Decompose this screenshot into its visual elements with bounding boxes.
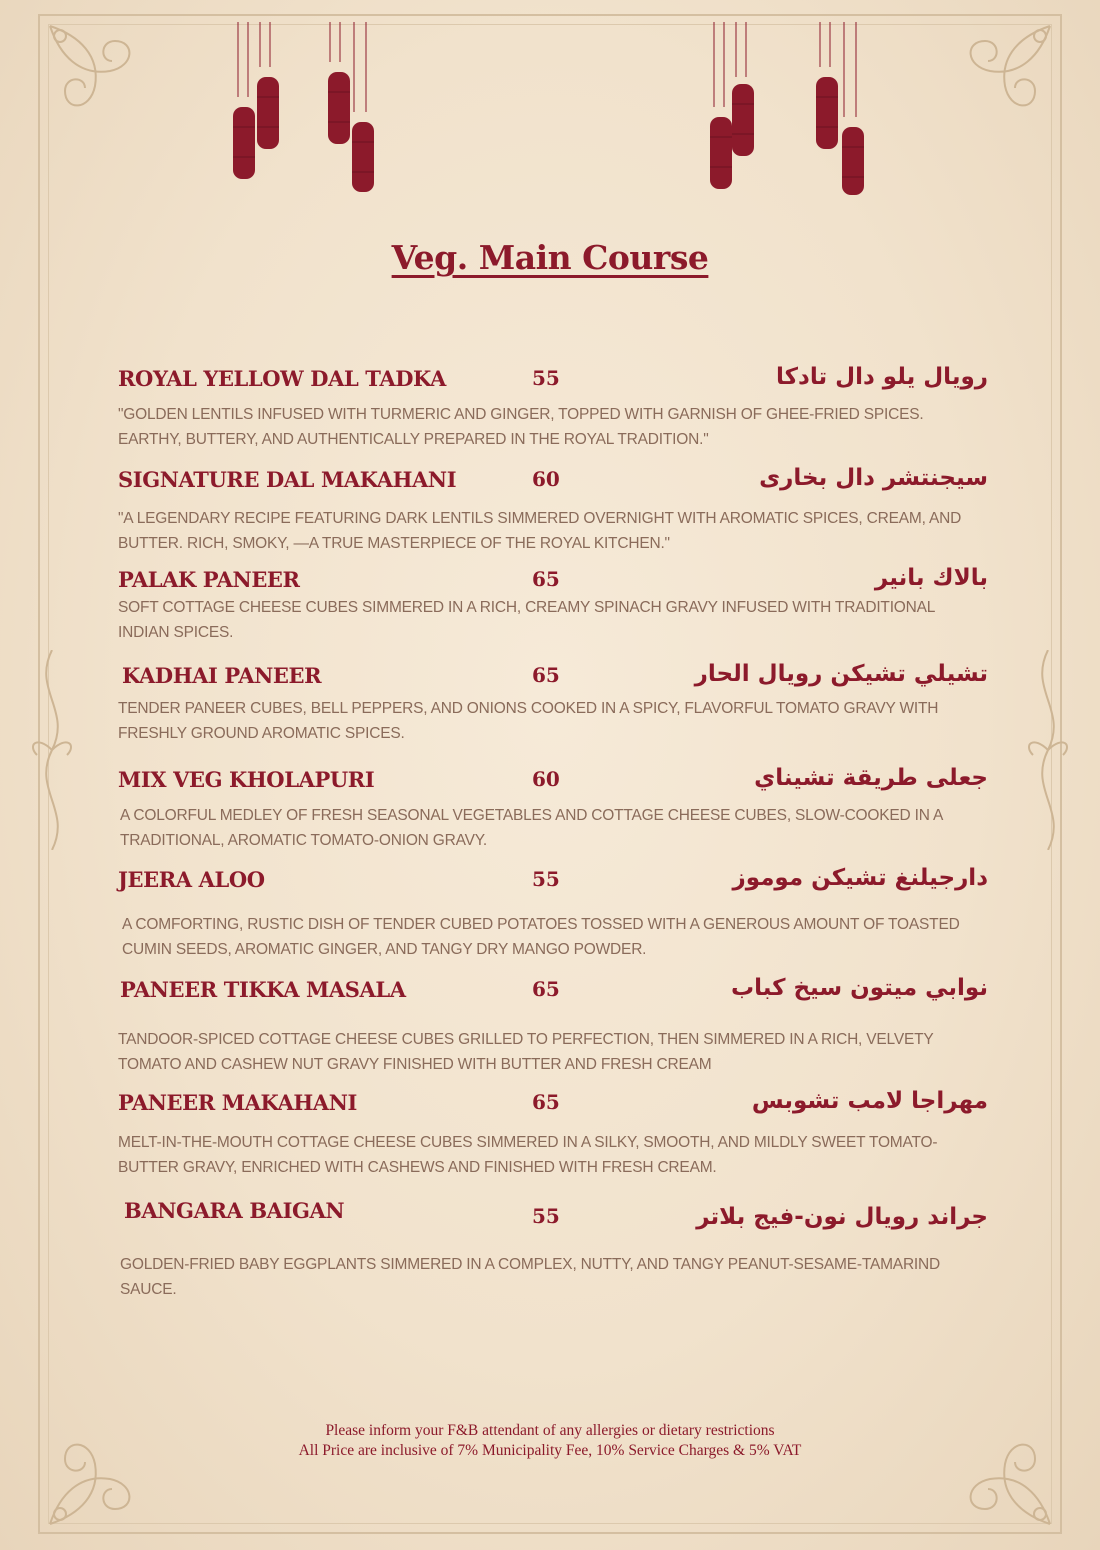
- item-arabic-name: سيجنتشر دال بخارى: [759, 465, 988, 491]
- item-price: 65: [532, 567, 560, 591]
- item-price: 60: [532, 467, 560, 491]
- lantern-group-left: [226, 22, 386, 197]
- item-arabic-name: رويال يلو دال تادكا: [776, 364, 988, 390]
- item-price: 65: [532, 977, 560, 1001]
- item-arabic-name: جراند رويال نون-فيج بلاتر: [696, 1204, 988, 1230]
- item-price: 65: [532, 1090, 560, 1114]
- item-price: 55: [532, 867, 560, 891]
- item-name: SIGNATURE DAL MAKAHANI: [118, 467, 457, 492]
- item-price: 55: [532, 366, 560, 390]
- side-ornament-right: [1018, 650, 1078, 850]
- item-arabic-name: نوابي ميتون سيخ كباب: [730, 975, 988, 1001]
- item-name: ROYAL YELLOW DAL TADKA: [118, 366, 446, 391]
- item-description: MELT-IN-THE-MOUTH COTTAGE CHEESE CUBES SIMMERED IN A SILKY, SMOOTH, AND MILDLY SWEET TOMATO-BUTTER GRAVY, ENRICHED WITH CASHEWS AND FINISHED WITH FRESH CREAM.: [118, 1134, 938, 1176]
- item-description: "A LEGENDARY RECIPE FEATURING DARK LENTILS SIMMERED OVERNIGHT WITH AROMATIC SPICES, CREAM, AND BUTTER. RICH, SMOKY, —A TRUE MASTERPIECE OF THE ROYAL KITCHEN.": [118, 510, 962, 552]
- side-ornament-left: [22, 650, 82, 850]
- lantern-group-right: [702, 22, 872, 197]
- allergy-notice: Please inform your F&B attendant of any allergies or dietary restrictions: [325, 1422, 775, 1439]
- item-description: A COMFORTING, RUSTIC DISH OF TENDER CUBED POTATOES TOSSED WITH A GENEROUS AMOUNT OF TOASTED CUMIN SEEDS, AROMATIC GINGER, AND TANGY DRY MANGO POWDER.: [122, 916, 960, 958]
- item-price: 55: [532, 1204, 560, 1228]
- item-description: "GOLDEN LENTILS INFUSED WITH TURMERIC AND GINGER, TOPPED WITH GARNISH OF GHEE-FRIED SPICES. EARTHY, BUTTERY, AND AUTHENTICALLY PREPARED IN THE ROYAL TRADITION.": [118, 406, 924, 448]
- pricing-notice: All Price are inclusive of 7% Municipality Fee, 10% Service Charges & 5% VAT: [298, 1442, 802, 1459]
- item-name: PANEER TIKKA MASALA: [120, 977, 406, 1002]
- item-arabic-name: جعلى طريقة تشيناي: [754, 765, 988, 791]
- item-name: KADHAI PANEER: [122, 663, 322, 688]
- item-description: TANDOOR-SPICED COTTAGE CHEESE CUBES GRILLED TO PERFECTION, THEN SIMMERED IN A RICH, VELVETY TOMATO AND CASHEW NUT GRAVY FINISHED WITH BUTTER AND FRESH CREAM: [118, 1031, 934, 1073]
- item-name: MIX VEG KHOLAPURI: [118, 767, 375, 792]
- item-arabic-name: مهراجا لامب تشوبس: [751, 1088, 988, 1114]
- item-description: SOFT COTTAGE CHEESE CUBES SIMMERED IN A RICH, CREAMY SPINACH GRAVY INFUSED WITH TRADITIONAL INDIAN SPICES.: [118, 599, 935, 641]
- item-arabic-name: تشيلي تشيكن رويال الحار: [694, 661, 988, 687]
- item-price: 65: [532, 663, 560, 687]
- item-arabic-name: دارجيلنغ تشيكن موموز: [732, 865, 988, 891]
- corner-ornament-top-right: [920, 16, 1060, 156]
- item-name: PALAK PANEER: [118, 567, 300, 592]
- corner-ornament-bottom-left: [40, 1394, 180, 1534]
- item-name: PANEER MAKAHANI: [118, 1090, 357, 1115]
- item-description: A COLORFUL MEDLEY OF FRESH SEASONAL VEGETABLES AND COTTAGE CHEESE CUBES, SLOW-COOKED IN A TRADITIONAL, AROMATIC TOMATO-ONION GRAVY.: [120, 807, 943, 849]
- item-description: TENDER PANEER CUBES, BELL PEPPERS, AND ONIONS COOKED IN A SPICY, FLAVORFUL TOMATO GRAVY WITH FRESHLY GROUND AROMATIC SPICES.: [118, 700, 939, 742]
- corner-ornament-top-left: [40, 16, 180, 156]
- corner-ornament-bottom-right: [920, 1394, 1060, 1534]
- item-description: GOLDEN-FRIED BABY EGGPLANTS SIMMERED IN A COMPLEX, NUTTY, AND TANGY PEANUT-SESAME-TAMARIND SAUCE.: [120, 1256, 941, 1298]
- item-name: BANGARA BAIGAN: [124, 1198, 345, 1223]
- footer-notice: [0, 1421, 1100, 1461]
- page-title: Veg. Main Course: [391, 238, 709, 277]
- item-arabic-name: بالاك بانير: [874, 565, 988, 591]
- item-price: 60: [532, 767, 560, 791]
- item-name: JEERA ALOO: [118, 867, 265, 892]
